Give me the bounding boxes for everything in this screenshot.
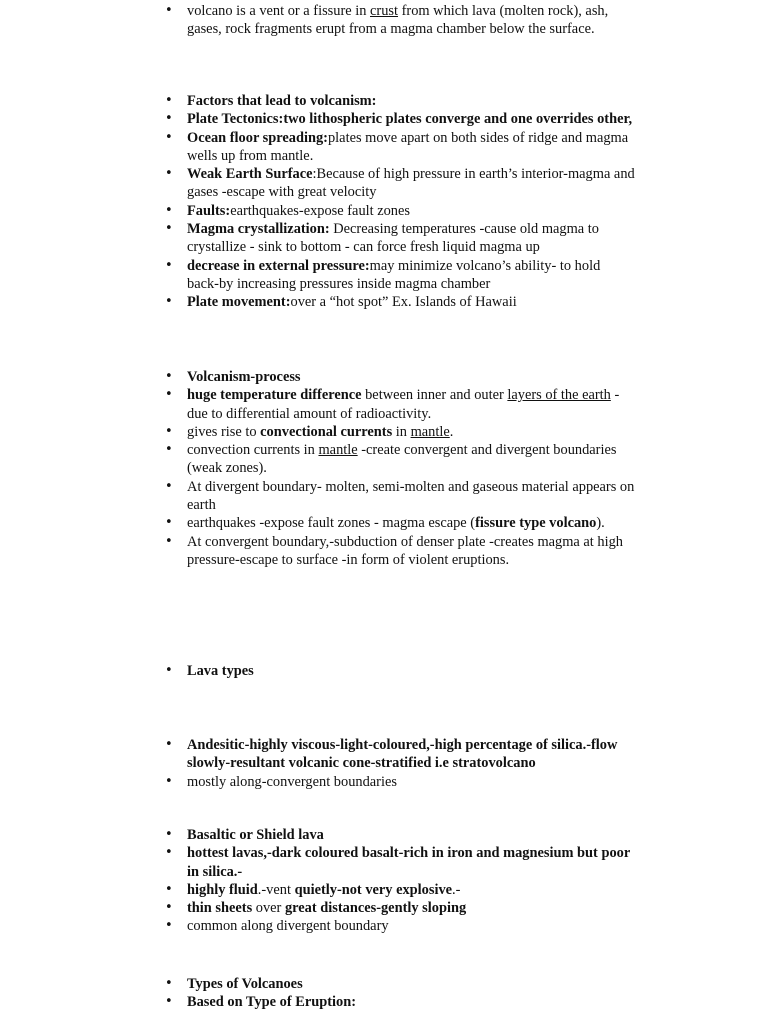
bold-text: Faults: [187,202,231,219]
bullet-item [165,899,635,917]
underlined-text: crust [370,3,399,19]
bullet-item [165,293,635,311]
section-volcanism-process [165,368,635,569]
text-run: .- [452,881,461,898]
bullet-item [165,736,635,773]
text-run: over [252,900,285,917]
underlined-text: mantle [410,423,450,440]
bold-text: convectional currents [260,423,393,440]
bullet-item [165,917,635,935]
bullet-item [165,257,635,294]
bold-text: hottest lavas,-dark coloured basalt-rich in iron and magnesium but poor in silica.- [187,845,630,880]
section-andesitic-lava [165,736,635,791]
bold-text: Ocean floor spreading: [187,129,328,146]
text-run: At convergent boundary,-subduction of denser plate -creates magma at high pressure-escape to surface -in form of violent eruptions. [187,533,623,568]
text-run: -due to differential amount of radioactivity. [187,387,620,422]
bold-text: Magma crystallization: [187,221,330,238]
bold-text: huge temperature difference [187,387,362,404]
bullet-item [165,881,635,899]
bullet-item [165,478,635,515]
text-run: ). [596,515,605,532]
text-run: At divergent boundary- molten, semi-molten and gaseous material appears on earth [187,478,635,514]
text-run: . [449,423,454,440]
text-run: over a “hot spot” Ex. Islands of Hawaii [290,294,517,311]
text-run: volcano is a vent or a fissure in [187,3,371,19]
text-run: common along divergent boundary [187,918,389,935]
bullet-item [165,441,635,478]
section-volcano-definition [165,2,635,39]
bold-text: Plate Tectonics:two lithospheric plates converge and one overrides other, [187,111,633,128]
text-run: may minimize volcano’s ability- to hold back-by increasing pressures inside magma chamber [187,257,601,292]
bold-text: Factors that lead to volcanism: [187,93,377,109]
bold-text: highly fluid [187,881,258,898]
text-run: from which lava (molten rock), ash, gases, rock fragments erupt from a magma chamber below the surface. [187,3,609,38]
text-run: .-vent [257,881,295,898]
text-run: earthquakes-expose fault zones [230,202,410,219]
bullet-item [165,773,635,791]
text-run: -create convergent and divergent boundaries (weak zones). [187,442,617,477]
bold-text: decrease in external pressure: [187,257,370,274]
bullet-item [165,165,635,202]
bullet-item [165,514,635,532]
bold-text: Weak Earth Surface [187,166,313,183]
bullet-item [165,129,635,166]
text-run: plates move apart on both sides of ridge and magma wells up from mantle. [187,129,629,164]
text-run: between inner and outer [361,387,508,404]
bold-text: Lava types [187,663,254,679]
bullet-item [165,993,635,1011]
bold-text: Volcanism-process [187,369,301,385]
bold-text: Andesitic-highly viscous-light-coloured,-high percentage of silica.-flow slowly-resultant volcanic cone-stratified i.e stratovolcano [187,737,618,772]
bullet-item [165,368,635,386]
bold-text: Basaltic or Shield lava [187,827,324,843]
bold-text: Based on Type of Eruption: [187,994,356,1011]
bold-text: Types of Volcanoes [187,976,303,992]
bullet-item [165,202,635,220]
text-run: in [392,423,411,440]
text-run: mostly along-convergent boundaries [187,773,397,790]
bullet-item [165,975,635,993]
bold-text: quietly-not very explosive [294,881,453,898]
text-run: :Because of high pressure in earth’s interior-magma and gases -escape with great velocity [187,166,635,201]
bold-text: Plate movement: [187,294,291,311]
section-types-of-volcanoes [165,975,635,1012]
bullet-item [165,92,635,110]
bullet-item [165,423,635,441]
bullet-item [165,662,635,680]
section-factors [165,92,635,312]
underlined-text: layers of the earth [507,387,611,404]
section-lava-types [165,662,635,680]
underlined-text: mantle [318,442,358,459]
bullet-item [165,220,635,257]
section-basaltic-lava [165,826,635,936]
bullet-item [165,110,635,128]
bold-text: fissure type volcano [475,515,597,532]
text-run: convection currents in [187,442,319,459]
bullet-item [165,386,635,423]
bold-text: thin sheets [187,900,253,917]
text-run: earthquakes -expose fault zones - magma escape ( [187,515,476,532]
bold-text: great distances-gently sloping [284,900,467,917]
bullet-item [165,533,635,570]
bullet-item [165,2,635,39]
text-run: Decreasing temperatures -cause old magma to crystallize - sink to bottom - can force fresh liquid magma up [187,221,599,256]
bullet-item [165,826,635,844]
bullet-item [165,844,635,881]
text-run: gives rise to [187,423,261,440]
